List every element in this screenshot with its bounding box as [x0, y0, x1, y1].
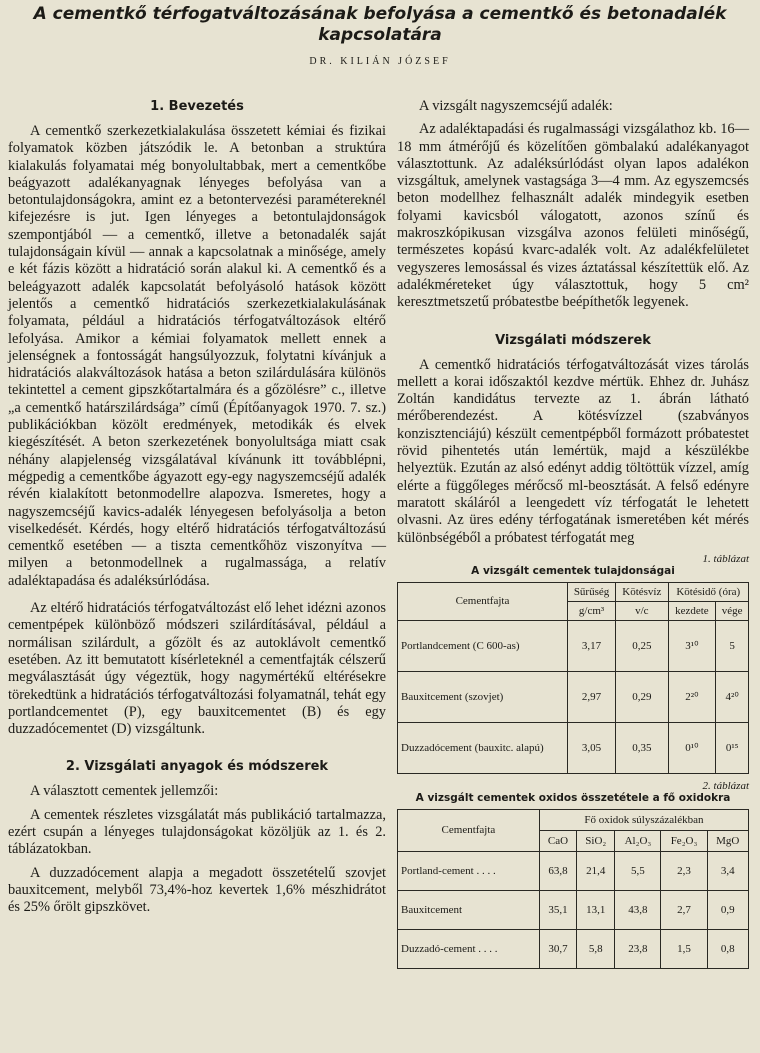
article-title: A cementkő térfogatváltozásának befolyása a cementkő és betonadalék kapcsolatára [33, 4, 727, 45]
header-cell: Fe₂O₃ [661, 830, 707, 851]
header-cell: Fő oxidok súlyszázalékban [539, 809, 748, 830]
cell: 0,9 [707, 890, 748, 929]
cell: 0¹⁵ [716, 722, 749, 773]
cement-name: Duzzadócement (bauxitc. alapú) [398, 722, 568, 773]
unit-cell: v/c [616, 601, 668, 620]
paragraph: A duzzadócement alapja a megadott összetételű szovjet bauxitcement, melyből 73,4%-hoz kevertek 1,6% mészhidrátot és 25% őrölt gipszkövet. [8, 864, 386, 916]
cell: 5 [716, 620, 749, 671]
table-row [398, 722, 749, 773]
cell: 2²⁰ [668, 671, 716, 722]
cell: 43,8 [615, 890, 661, 929]
cell: 5,5 [615, 851, 661, 890]
section-heading-materials: 2. Vizsgálati anyagok és módszerek [65, 759, 329, 775]
header-cell: Al₂O₃ [615, 830, 661, 851]
cement-name: Bauxitcement [398, 890, 540, 929]
cell: 3¹⁰ [668, 620, 716, 671]
cell: 3,05 [567, 722, 615, 773]
cement-name: Portlandcement (C 600-as) [398, 620, 568, 671]
cell: 3,17 [567, 620, 615, 671]
cell: 0,29 [616, 671, 668, 722]
table-caption: 1. táblázat [702, 552, 749, 565]
right-column [397, 98, 749, 969]
cell: 35,1 [539, 890, 576, 929]
cell: 63,8 [539, 851, 576, 890]
header-cell: kezdete [668, 601, 716, 620]
cell: 0¹⁰ [668, 722, 716, 773]
properties-table [397, 582, 749, 774]
table-row [398, 851, 749, 890]
header-cell: MgO [707, 830, 748, 851]
header-cell: Kötésidő (óra) [668, 582, 749, 601]
cell: 5,8 [577, 929, 615, 968]
paragraph: A cementkő hidratációs térfogatváltozását vizes tárolás mellett a korai időszaktól kezdve mértük. Ehhez dr. Juhász Zoltán kandidátus tervezte az 1. ábrán látható mérőberendezést. A kötésvízzel (szabványos konzisztenciájú) készült cementpépből formázott próbatestet rövid pihentetés után lemértük, majd a készülékbe helyeztük. Ezután az alsó edényt addig töltöttük vízzel, amíg elérte a függőleges mérőcső ml-beosztását. A felső edényre maratott skáláról a leengedett víz térfogatát le lehetett olvasni. Az üres edény térfogatának ismeretében két mérés különbségéből a próbatest térfogatát meg [397, 356, 749, 546]
paragraph: A vizsgált nagyszemcséjű adalék: [419, 98, 613, 114]
section-heading-introduction: 1. Bevezetés [150, 99, 244, 114]
cement-name: Duzzadó-cement . . . . [398, 929, 540, 968]
paragraph: A cementek részletes vizsgálatát más publikáció tartalmazza, ezért csupán a lényeges tulajdonságokat közöljük az 1. és 2. táblázatokban. [8, 806, 386, 858]
cement-name: Portland-cement . . . . [398, 851, 540, 890]
cell: 0,35 [616, 722, 668, 773]
author-name: DR. KILIÁN JÓZSEF [309, 56, 451, 67]
cell: 0,25 [616, 620, 668, 671]
table-title: A vizsgált cementek oxidos összetétele a fő oxidokra [415, 791, 731, 804]
table-title: A vizsgált cementek tulajdonságai [471, 564, 675, 577]
paragraph: A választott cementek jellemzői: [30, 783, 219, 800]
header-cell: vége [716, 601, 749, 620]
cell: 13,1 [577, 890, 615, 929]
cell: 2,7 [661, 890, 707, 929]
table-row [398, 929, 749, 968]
unit-cell: g/cm³ [567, 601, 615, 620]
cement-name: Bauxitcement (szovjet) [398, 671, 568, 722]
cell: 23,8 [615, 929, 661, 968]
section-heading-methods: Vizsgálati módszerek [495, 332, 651, 348]
table-row [398, 890, 749, 929]
table-row [398, 671, 749, 722]
paragraph: Az adaléktapadási és rugalmassági vizsgálathoz kb. 16—18 mm átmérőjű és közelítően gömbalakú adalékanyagot választottunk. Az adaléksúrlódást olyan lapos adalékon vizsgáltuk, amelynek vastagsága 3—4 mm. Az egyszemcsés beton modellhez felhasznált adalék mindegyik esetben folyami kavicsból válogatott, azonos színű és makroszkópikusan vizsgálva azonos felületi minőségű, természetes kopású kvarc-adalék volt. Az adalékfelületet vegyszeres lemosással és vizes áztatással készítettük elő. Az adalékméreteket úgy választottuk, hogy 5 cm² keresztmetszetű próbatestbe beépíthetők legyenek. [397, 121, 749, 311]
header-cell: CaO [539, 830, 576, 851]
cell: 30,7 [539, 929, 576, 968]
cell: 3,4 [707, 851, 748, 890]
paragraph: A cementkő szerkezetkialakulása összetett kémiai és fizikai folyamatok közben játszódik le. A betonban a struktúra kialakulás folyamatai még bonyolultabbak, mert a cementkőbe beágyazott adalékanyagnak lényeges befolyása van a betontulajdonságokra, amint ez a betontervezési paramétereknél kifejezésre is jut. Igen lényeges a betontulajdonságok szempontjából — a cementkő, illetve a betonadalék saját tulajdonságain kívül — annak a kapcsolatnak a minősége, amely e két fázis között a hidratáció során alakul ki. A cementkő és a beleágyazott adalék kapcsolatát befolyásoló hatások között jelentős a cementkő hidratációs szerkezetkialakulásának folyamata, például a hidratációs térfogatváltozások eltérő lefolyása. Amikor a kémiai folyamatok mellett ennek a jelenségnek a fontosságát hangsúlyozzuk, folytatni kívánjuk a hidratációs alakváltozások hatása a beton szilárdulására különös tekintettel a cement gipszkőtartalmára és a gőzölésre” c., illetve „a cementkő határszilárdsága” című (Építőanyagok 1970. 7. sz.) publikációkban közölt eredmények, metodikák és elvek kiegészítését. A beton szerkezetének bonyolultsága miatt csak néhány alapjelenség vizsgálatával kívánunk itt továbblépni, mégpedig a cementkőbe ágyazott egy-egy nagyszemcséjű adalék révén kialakított betonmodellre alapozva. Ismeretes, hogy a nagyszemcséjű kavics-adalék lényegesen befolyásolja a beton viselkedését. Kérdés, hogy eltérő hidratációs térfogatváltozású cementkő esetében — a tiszta cementkőhöz viszonyítva — milyen a betonmodellnek a rugalmassága, a relatív adaléktapadása és adaléksúrlódása. [8, 123, 386, 589]
left-column [8, 98, 386, 916]
cell: 2,3 [661, 851, 707, 890]
paragraph: Az eltérő hidratációs térfogatváltozást elő lehet idézni azonos cementpépek különböző módszeri szilárdításával, például a normálisan szilárdult, a gőzölt és az autoklávolt cementkő esetében. Az itt bemutatott kísérleteknél a cementfajták célszerű megválasztását úgy végeztük, hogy nagymértékű eltérésekre törekedtünk a hidratációs térfogatváltozási folyamatnál, tehát egy portlandcementet (P), egy bauxitcementet (B) és egy duzzadócementet (D) vizsgáltunk. [8, 600, 386, 738]
header-cell: Sűrűség [567, 582, 615, 601]
cell: 1,5 [661, 929, 707, 968]
header-cell: Cementfajta [398, 582, 568, 620]
table-caption: 2. táblázat [702, 779, 749, 792]
header-cell: SiO₂ [577, 830, 615, 851]
cell: 4²⁰ [716, 671, 749, 722]
cell: 0,8 [707, 929, 748, 968]
table-row [398, 620, 749, 671]
cell: 21,4 [577, 851, 615, 890]
oxide-composition-table [397, 809, 749, 969]
header-cell: Cementfajta [398, 809, 540, 851]
cell: 2,97 [567, 671, 615, 722]
header-cell: Kötésvíz [616, 582, 668, 601]
